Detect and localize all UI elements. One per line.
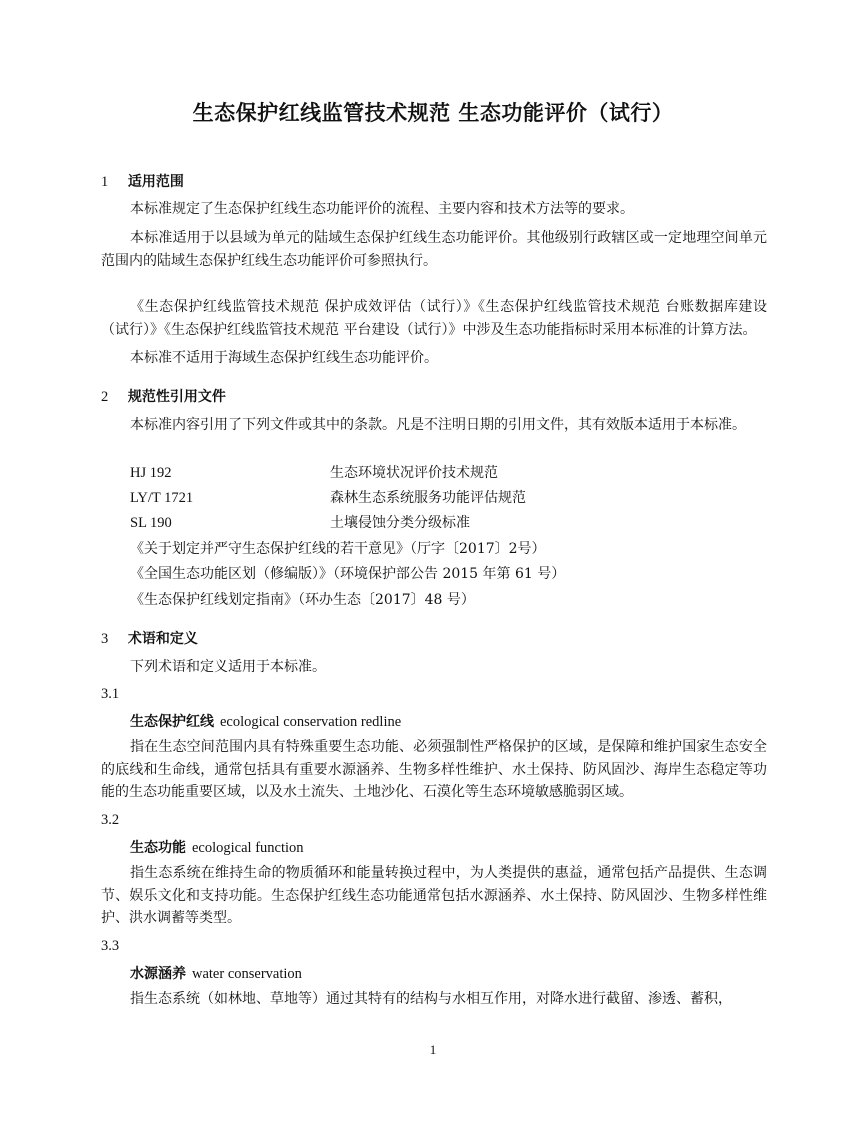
section-number: 2 (101, 389, 109, 405)
paragraph: 本标准适用于以县域为单元的陆域生态保护红线生态功能评价。其他级别行政辖区或一定地理空间单元范围内的陆域生态保护红线生态功能评价可参照执行。 (101, 230, 767, 269)
clause-number: 3.3 (101, 938, 120, 954)
standard-code: HJ 192 (130, 465, 172, 481)
section-2-heading (101, 386, 226, 406)
referenced-document: 《关于划定并严守生态保护红线的若干意见》（厅字〔2017〕2号） (130, 541, 546, 557)
term-english: ecological conservation redline (220, 714, 402, 730)
paragraph: 本标准规定了生态保护红线生态功能评价的流程、主要内容和技术方法等的要求。 (130, 201, 634, 217)
term-title (130, 711, 401, 731)
term-title (130, 837, 304, 857)
section-number: 3 (101, 631, 109, 647)
term-definition: 指生态系统在维持生命的物质循环和能量转换过程中，为人类提供的惠益，通常包括产品提供、生态调节、娱乐文化和支持功能。生态保护红线生态功能通常包括水源涵养、水土保持、防风固沙、生物多样性维护、洪水调蓄等类型。 (101, 865, 767, 926)
section-1-heading (101, 171, 184, 191)
section-3-heading (101, 628, 198, 648)
term-english: water conservation (192, 966, 302, 982)
paragraph: 下列术语和定义适用于本标准。 (130, 659, 326, 675)
section-title: 适用范围 (127, 174, 184, 190)
clause-number: 3.1 (101, 686, 120, 702)
normative-reference-row (130, 512, 470, 534)
clause-number: 3.2 (101, 812, 120, 828)
paragraph: 本标准内容引用了下列文件或其中的条款。凡是不注明日期的引用文件，其有效版本适用于本标准。 (130, 417, 746, 433)
term-chinese: 水源涵养 (130, 966, 186, 982)
standard-name: 生态环境状况评价技术规范 (330, 465, 498, 481)
term-chinese: 生态功能 (130, 840, 186, 856)
page-number: 1 (429, 1042, 437, 1057)
term-title (130, 963, 302, 983)
section-title: 术语和定义 (127, 631, 198, 647)
term-chinese: 生态保护红线 (130, 714, 214, 730)
normative-reference-row (130, 487, 526, 509)
document-title: 生态保护红线监管技术规范 生态功能评价（试行） (192, 101, 674, 125)
standard-name: 土壤侵蚀分类分级标准 (330, 515, 470, 531)
section-number: 1 (101, 174, 109, 190)
paragraph: 《生态保护红线监管技术规范 保护成效评估（试行）》《生态保护红线监管技术规范 台账数据库建设（试行）》《生态保护红线监管技术规范 平台建设（试行）》中涉及生态功能指标时采用本标准的计算方法。 (101, 299, 767, 338)
term-definition: 指生态系统（如林地、草地等）通过其特有的结构与水相互作用，对降水进行截留、渗透、蓄积， (130, 991, 732, 1007)
referenced-document: 《生态保护红线划定指南》（环办生态〔2017〕48 号） (130, 592, 475, 608)
paragraph: 本标准不适用于海域生态保护红线生态功能评价。 (130, 350, 438, 366)
term-english: ecological function (192, 840, 304, 856)
section-title: 规范性引用文件 (127, 389, 226, 405)
referenced-document: 《全国生态功能区划（修编版）》（环境保护部公告 2015 年第 61 号） (130, 566, 566, 582)
standard-name: 森林生态系统服务功能评估规范 (330, 490, 526, 506)
standard-code: LY/T 1721 (130, 490, 194, 506)
term-definition: 指在生态空间范围内具有特殊重要生态功能、必须强制性严格保护的区域，是保障和维护国家生态安全的底线和生命线，通常包括具有重要水源涵养、生物多样性维护、水土保持、防风固沙、海岸生态稳定等功能的生态功能重要区域，以及水土流失、土地沙化、石漠化等生态环境敏感脆弱区域。 (101, 739, 767, 800)
normative-reference-row (130, 462, 498, 484)
standard-code: SL 190 (130, 515, 172, 531)
